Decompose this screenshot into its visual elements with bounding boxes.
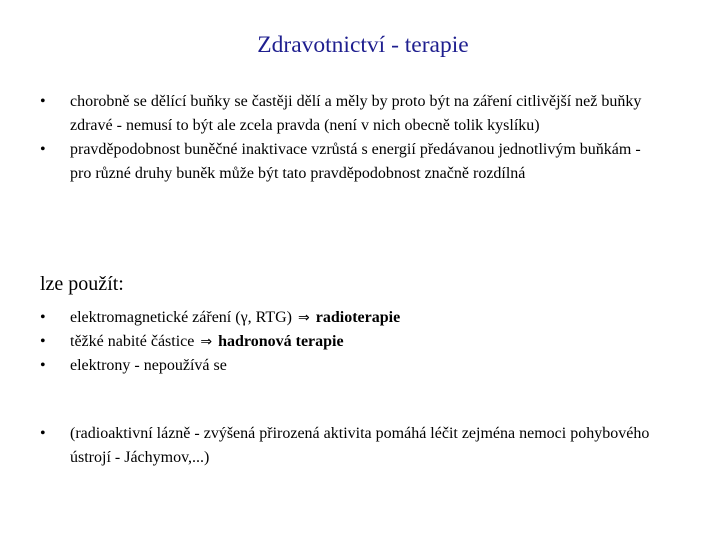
- list-item-text: chorobně se dělící buňky se častěji dělí a měly by proto být na záření citlivější než buňky zdravé - nemusí to být ale zcela pravda (není v nich obecně tolik kyslíku): [70, 93, 642, 134]
- therapy-name: radioterapie: [315, 309, 401, 326]
- list-item: [40, 306, 660, 330]
- note-list: [40, 422, 660, 470]
- list-item: [40, 422, 660, 470]
- usage-list: [40, 306, 660, 378]
- intro-list: [40, 90, 660, 186]
- list-item-text: elektrony - nepoužívá se: [70, 357, 227, 374]
- list-item: [40, 330, 660, 354]
- list-item: [40, 354, 660, 378]
- implies-arrow-icon: ⇒: [298, 310, 310, 326]
- therapy-name: hadronová terapie: [218, 333, 344, 350]
- bullet-icon: •: [40, 357, 46, 374]
- list-item-text: (radioaktivní lázně - zvýšená přirozená aktivita pomáhá léčit zejména nemoci pohybového ústrojí - Jáchymov,...): [70, 425, 650, 466]
- bullet-icon: •: [40, 333, 46, 350]
- list-item-text: pravděpodobnost buněčné inaktivace vzrůstá s energií předávanou jednotlivým buňkám - pro různé druhy buněk může být tato pravděpodobnost značně rozdílná: [70, 141, 641, 182]
- bullet-icon: •: [40, 93, 46, 110]
- implies-arrow-icon: ⇒: [200, 334, 213, 350]
- list-item: [40, 90, 660, 138]
- list-item: [40, 138, 660, 186]
- bullet-icon: •: [40, 309, 46, 326]
- list-item-text: elektromagnetické záření (γ, RTG): [70, 309, 293, 326]
- section-label: lze použít:: [40, 273, 124, 295]
- list-item-text: těžké nabité částice: [70, 333, 195, 350]
- page-title: Zdravotnictví - terapie: [257, 32, 469, 58]
- bullet-icon: •: [40, 425, 46, 442]
- bullet-icon: •: [40, 141, 46, 158]
